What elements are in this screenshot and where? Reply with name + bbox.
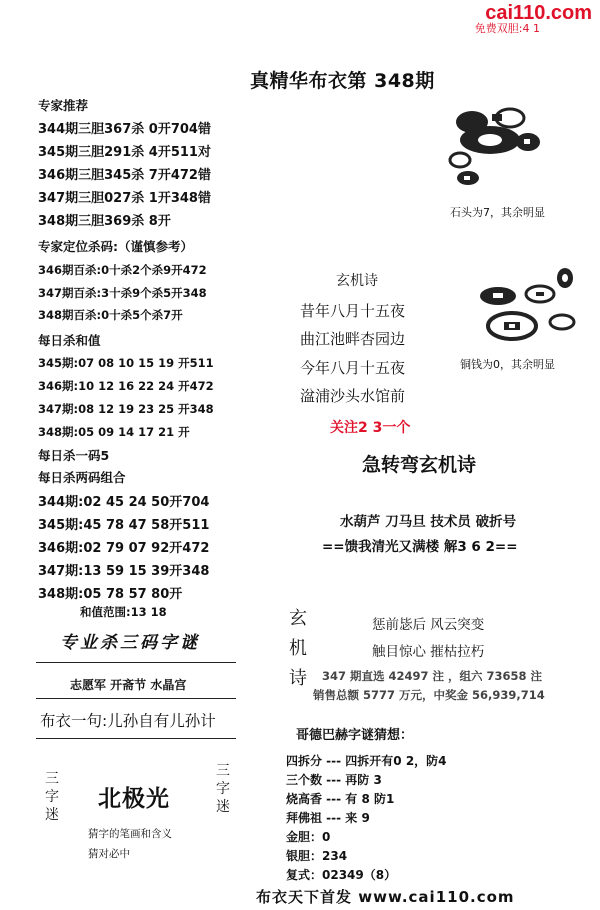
three-riddle-hint: 猜字的笔画和含义 — [88, 828, 172, 840]
sum-kill-heading: 每日杀和值 — [38, 333, 101, 348]
sum-kill-row: 345期:07 08 10 15 19 开511 — [38, 356, 214, 370]
expert-row: 348期三胆369杀 8开 — [38, 214, 171, 229]
goethe-row: 三个数 --- 再防 3 — [286, 773, 382, 787]
poem-line: 昔年八月十五夜 — [300, 302, 406, 320]
two-code-row: 345期:45 78 47 58开511 — [38, 518, 210, 533]
stone-illustration-icon — [440, 100, 560, 195]
goethe-row: 复式：02349（8） — [286, 868, 397, 882]
expert-row: 347期三胆027杀 1开348错 — [38, 191, 211, 206]
two-code-row: 347期:13 59 15 39开348 — [38, 564, 210, 579]
three-riddle-answer: 北极光 — [98, 786, 170, 812]
three-riddle-right-label: 三字迷 — [216, 763, 230, 815]
focus-note: 关注2 3一个 — [330, 420, 411, 436]
poem-line: 湓浦沙头水馆前 — [300, 387, 406, 405]
coin-illustration-icon — [470, 262, 585, 347]
xuanji-line: 惩前毖后 风云突变 — [372, 617, 485, 633]
goethe-row: 拜佛祖 --- 来 9 — [286, 811, 370, 825]
free-note: 免费双胆:4 1 — [474, 22, 540, 35]
coin-caption: 铜钱为0，其余明显 — [460, 358, 555, 371]
lottery-line: 销售总额 5777 万元，中奖金 56,939,714 — [313, 688, 545, 702]
page-title: 真精华布衣第 348期 — [250, 70, 435, 92]
two-code-row: 344期:02 45 24 50开704 — [38, 495, 210, 510]
riddle3-words: 志愿军 开斋节 水晶宫 — [70, 678, 187, 692]
sum-kill-row: 348期:05 09 14 17 21 开 — [38, 425, 190, 439]
poem-line: 曲江池畔杏园边 — [300, 330, 406, 348]
expert-row: 346期三胆345杀 7开472错 — [38, 168, 211, 183]
jokes-line: 水葫芦 刀马旦 技术员 破折号 — [340, 514, 517, 530]
position-kill-heading: 专家定位杀码:（谨慎参考） — [38, 239, 193, 254]
position-kill-row: 347期百杀:3十杀9个杀5开348 — [38, 286, 207, 300]
divider — [36, 698, 236, 699]
buyi-line: 布衣一句:儿孙自有儿孙计 — [40, 712, 216, 730]
goethe-row: 金胆：0 — [286, 830, 331, 844]
three-riddle-left-label: 三字迷 — [45, 771, 59, 823]
position-kill-row: 346期百杀:0十杀2个杀9开472 — [38, 263, 207, 277]
lottery-line: 347 期直选 42497 注 ，组六 73658 注 — [322, 669, 543, 683]
site-logo: cai110.com — [485, 2, 592, 24]
kill-one-code: 每日杀一码5 — [38, 448, 110, 463]
position-kill-row: 348期百杀:0十杀5个杀7开 — [38, 308, 183, 322]
xuanji-line: 触目惊心 摧枯拉朽 — [372, 644, 485, 660]
sum-range: 和值范围:13 18 — [80, 605, 167, 619]
divider — [36, 662, 236, 663]
turn-title: 急转弯玄机诗 — [362, 454, 477, 476]
stone-caption: 石头为7，其余明显 — [450, 206, 545, 219]
expert-row: 345期三胆291杀 4开511对 — [38, 145, 211, 160]
goethe-row: 四拆分 --- 四拆开有0 2，防4 — [286, 754, 447, 768]
poem-heading: 玄机诗 — [336, 273, 378, 289]
divider — [36, 738, 236, 739]
two-code-row: 348期:05 78 57 80开 — [38, 587, 183, 602]
poem-line: 今年八月十五夜 — [300, 359, 406, 377]
footer-text: 布衣天下首发 www.cai110.com — [256, 888, 515, 906]
goethe-heading: 哥德巴赫字谜猜想： — [296, 728, 414, 743]
riddle3-title: 专业杀三码字谜 — [60, 633, 200, 653]
expert-row: 344期三胆367杀 0开704错 — [38, 122, 211, 137]
goethe-row: 烧高香 --- 有 8 防1 — [286, 792, 395, 806]
two-code-heading: 每日杀两码组合 — [38, 470, 126, 485]
xuanji-label: 玄机诗 — [289, 608, 307, 689]
sum-kill-row: 347期:08 12 19 23 25 开348 — [38, 402, 214, 416]
goethe-row: 银胆：234 — [286, 849, 348, 863]
expert-heading: 专家推荐 — [38, 98, 89, 113]
two-code-row: 346期:02 79 07 92开472 — [38, 541, 210, 556]
jokes-line: ==馈我清光又满楼 解3 6 2== — [322, 539, 518, 555]
sum-kill-row: 346期:10 12 16 22 24 开472 — [38, 379, 214, 393]
three-riddle-hint: 猜对必中 — [88, 848, 130, 860]
